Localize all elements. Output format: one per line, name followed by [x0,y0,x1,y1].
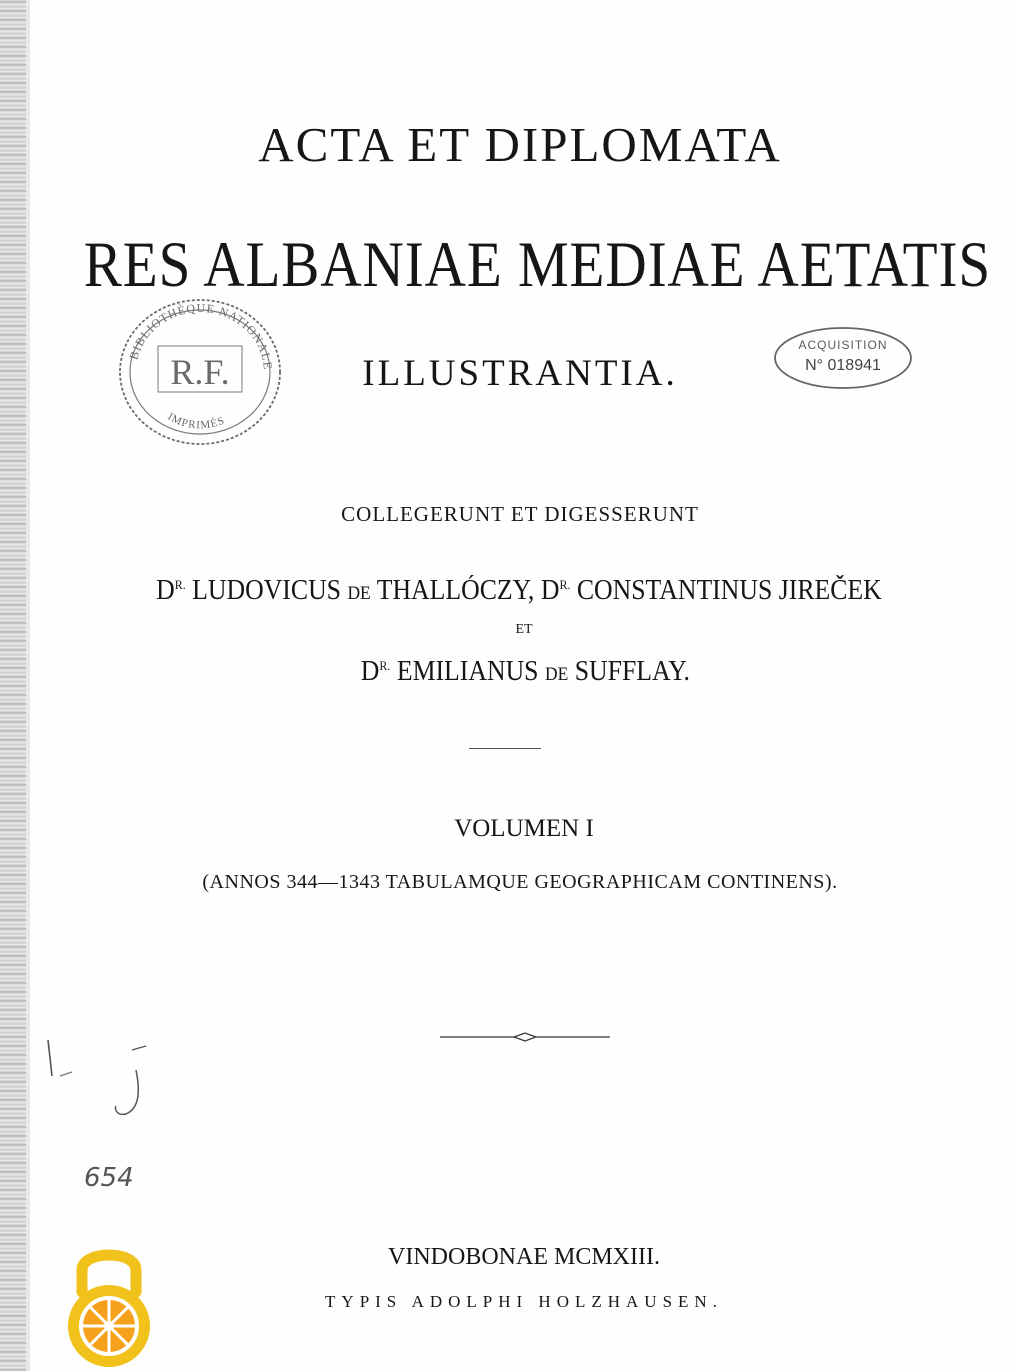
collected-by: COLLEGERUNT ET DIGESSERUNT [341,502,699,526]
title-prefix: D [540,575,560,606]
author-3-name: EMILIANUS [396,656,539,687]
divider-rule [469,748,541,749]
binding-edge [0,0,26,1371]
title-line-2: RES ALBANIAE MEDIAE AETATIS [83,229,992,301]
imprint-place-year: VINDOBONAE MCMXIII. [388,1244,660,1270]
volume-contents: (ANNOS 344—1343 TABULAMQUE GEOGRAPHICAM CONTINENS). [202,871,838,893]
authors-line-1 [41,575,974,607]
title-prefix-sup: R. [559,577,571,592]
acquisition-number: N° 018941 [805,357,881,374]
acquisition-stamp-icon [772,325,914,391]
title-line-3: ILLUSTRANTIA. [362,353,678,394]
svg-text:BIBLIOTHÈQUE NATIONALE: BIBLIOTHÈQUE NATIONALE [126,300,276,371]
title-prefix-sup: R. [379,658,391,673]
title-prefix: D [156,575,175,606]
handwritten-number: 654 [84,1163,134,1193]
author-1-name: LUDOVICUS [192,575,341,606]
ornament-rule-icon [440,1030,610,1044]
handwritten-marks [40,1030,160,1200]
svg-text:IMPRIMÉS: IMPRIMÉS [165,410,227,432]
gutter-shadow [26,0,30,1371]
conjunction: ET [515,622,533,637]
imprint-printer: TYPIS ADOLPHI HOLZHAUSEN. [325,1292,723,1311]
title-prefix-sup: R. [174,577,186,592]
author-3-surname: SUFFLAY. [574,656,690,687]
library-stamp-center: R.F. [170,352,230,392]
author-3-particle: DE [544,664,569,685]
author-2: CONSTANTINUS JIREČEK [576,575,882,606]
lock-icon[interactable] [66,1238,152,1371]
title-line-1: ACTA ET DIPLOMATA [258,117,782,172]
authors-line-2 [41,656,974,688]
acquisition-label: ACQUISITION [798,338,888,352]
author-1-surname: THALLÓCZY, [376,575,535,606]
library-stamp-icon [114,292,286,448]
author-1-particle: DE [347,583,371,604]
title-prefix: D [360,656,380,687]
volume-label: VOLUMEN I [454,815,594,842]
